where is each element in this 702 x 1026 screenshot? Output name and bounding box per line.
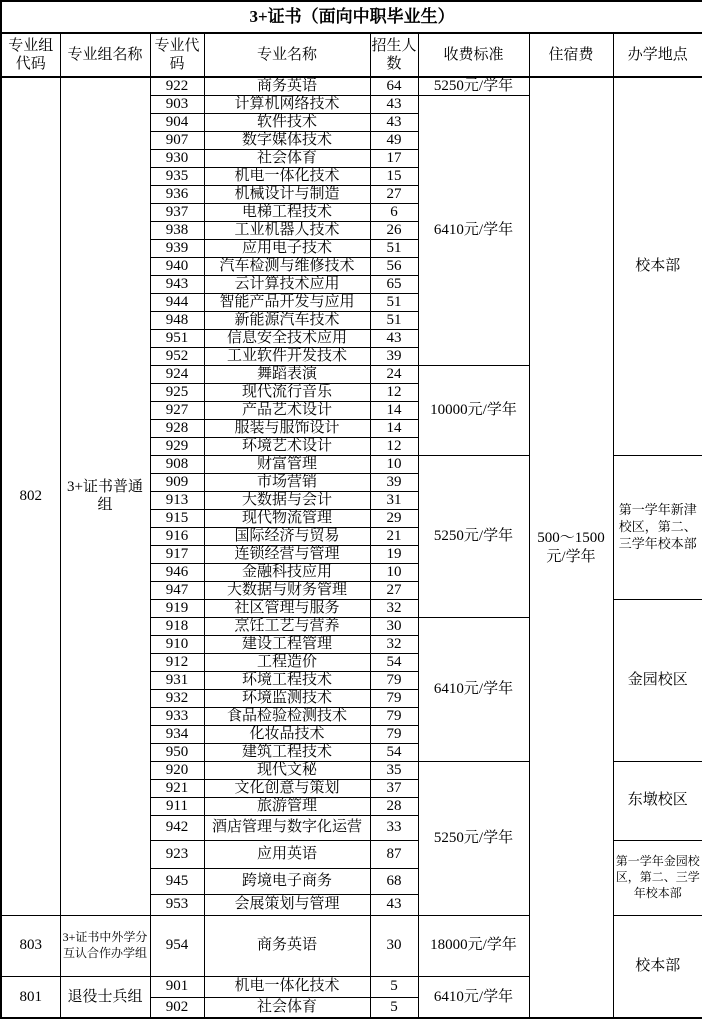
enrollment-count: 27 xyxy=(370,581,418,599)
enrollment-count: 10 xyxy=(370,563,418,581)
tuition-fee: 18000元/学年 xyxy=(418,915,529,976)
major-code: 932 xyxy=(150,689,204,707)
major-code: 922 xyxy=(150,77,204,95)
major-name: 机械设计与制造 xyxy=(204,185,370,203)
tuition-fee: 6410元/学年 xyxy=(418,95,529,365)
enrollment-count: 12 xyxy=(370,383,418,401)
tuition-fee: 5250元/学年 xyxy=(418,761,529,915)
col-header-major-code: 专业代码 xyxy=(150,33,204,77)
major-name: 机电一体化技术 xyxy=(204,167,370,185)
major-name: 连锁经营与管理 xyxy=(204,545,370,563)
enrollment-count: 39 xyxy=(370,473,418,491)
enrollment-count: 19 xyxy=(370,545,418,563)
major-name: 烹饪工艺与营养 xyxy=(204,617,370,635)
major-name: 大数据与财务管理 xyxy=(204,581,370,599)
enrollment-count: 37 xyxy=(370,779,418,797)
major-name: 工业机器人技术 xyxy=(204,221,370,239)
major-code: 936 xyxy=(150,185,204,203)
enrollment-count: 65 xyxy=(370,275,418,293)
enrollment-count: 26 xyxy=(370,221,418,239)
major-code: 918 xyxy=(150,617,204,635)
enrollment-count: 17 xyxy=(370,149,418,167)
major-code: 951 xyxy=(150,329,204,347)
major-code: 917 xyxy=(150,545,204,563)
major-code: 939 xyxy=(150,239,204,257)
enrollment-count: 33 xyxy=(370,815,418,840)
enrollment-count: 24 xyxy=(370,365,418,383)
col-header-major-name: 专业名称 xyxy=(204,33,370,77)
campus-location: 金园校区 xyxy=(613,599,702,761)
major-code: 913 xyxy=(150,491,204,509)
group-name: 退役士兵组 xyxy=(60,976,150,1018)
major-name: 服装与服饰设计 xyxy=(204,419,370,437)
major-code: 911 xyxy=(150,797,204,815)
major-name: 智能产品开发与应用 xyxy=(204,293,370,311)
enrollment-count: 51 xyxy=(370,239,418,257)
major-name: 机电一体化技术 xyxy=(204,976,370,997)
major-name: 软件技术 xyxy=(204,113,370,131)
enrollment-count: 15 xyxy=(370,167,418,185)
major-name: 云计算技术应用 xyxy=(204,275,370,293)
major-code: 953 xyxy=(150,894,204,915)
major-code: 937 xyxy=(150,203,204,221)
major-name: 应用电子技术 xyxy=(204,239,370,257)
col-header-accommodation: 住宿费 xyxy=(529,33,613,77)
major-code: 925 xyxy=(150,383,204,401)
group-name: 3+证书中外学分互认合作办学组 xyxy=(60,915,150,976)
enrollment-count: 43 xyxy=(370,329,418,347)
major-name: 跨境电子商务 xyxy=(204,868,370,894)
enrollment-count: 54 xyxy=(370,653,418,671)
major-name: 工程造价 xyxy=(204,653,370,671)
enrollment-count: 28 xyxy=(370,797,418,815)
major-name: 环境艺术设计 xyxy=(204,437,370,455)
major-name: 数字媒体技术 xyxy=(204,131,370,149)
major-name: 酒店管理与数字化运营 xyxy=(204,815,370,840)
col-header-campus: 办学地点 xyxy=(613,33,702,77)
enrollment-count: 27 xyxy=(370,185,418,203)
enrollment-count: 14 xyxy=(370,419,418,437)
col-header-group-code: 专业组代码 xyxy=(1,33,60,77)
enrollment-count: 31 xyxy=(370,491,418,509)
major-name: 食品检验检测技术 xyxy=(204,707,370,725)
major-name: 社会体育 xyxy=(204,997,370,1018)
enrollment-count: 56 xyxy=(370,257,418,275)
major-code: 929 xyxy=(150,437,204,455)
major-code: 915 xyxy=(150,509,204,527)
enrollment-count: 32 xyxy=(370,635,418,653)
tuition-fee: 5250元/学年 xyxy=(418,455,529,617)
major-code: 952 xyxy=(150,347,204,365)
major-code: 942 xyxy=(150,815,204,840)
major-code: 916 xyxy=(150,527,204,545)
major-code: 938 xyxy=(150,221,204,239)
page-title: 3+证书（面向中职毕业生） xyxy=(1,1,702,33)
col-header-group-name: 专业组名称 xyxy=(60,33,150,77)
enrollment-count: 30 xyxy=(370,617,418,635)
major-name: 国际经济与贸易 xyxy=(204,527,370,545)
major-name: 现代流行音乐 xyxy=(204,383,370,401)
accommodation-fee: 500～1500元/学年 xyxy=(529,77,613,1018)
group-name: 3+证书普通组 xyxy=(60,77,150,915)
major-code: 902 xyxy=(150,997,204,1018)
enrollment-count: 79 xyxy=(370,689,418,707)
campus-location: 第一学年新津校区，第二、三学年校本部 xyxy=(613,455,702,599)
enrollment-count: 68 xyxy=(370,868,418,894)
major-name: 旅游管理 xyxy=(204,797,370,815)
enrollment-count: 51 xyxy=(370,293,418,311)
major-code: 945 xyxy=(150,868,204,894)
enrollment-count: 51 xyxy=(370,311,418,329)
major-name: 工业软件开发技术 xyxy=(204,347,370,365)
enrollment-count: 35 xyxy=(370,761,418,779)
major-code: 935 xyxy=(150,167,204,185)
major-name: 大数据与会计 xyxy=(204,491,370,509)
enrollment-count: 87 xyxy=(370,840,418,868)
major-name: 社区管理与服务 xyxy=(204,599,370,617)
enrollment-count: 5 xyxy=(370,997,418,1018)
major-name: 应用英语 xyxy=(204,840,370,868)
campus-location: 第一学年金园校区，第二、三学年校本部 xyxy=(613,840,702,915)
enrollment-count: 43 xyxy=(370,113,418,131)
major-code: 943 xyxy=(150,275,204,293)
major-code: 903 xyxy=(150,95,204,113)
enrollment-count: 54 xyxy=(370,743,418,761)
major-code: 924 xyxy=(150,365,204,383)
major-code: 948 xyxy=(150,311,204,329)
major-name: 信息安全技术应用 xyxy=(204,329,370,347)
table-body xyxy=(1,77,702,1018)
major-name: 环境监测技术 xyxy=(204,689,370,707)
major-code: 944 xyxy=(150,293,204,311)
major-name: 商务英语 xyxy=(204,915,370,976)
major-code: 933 xyxy=(150,707,204,725)
major-name: 电梯工程技术 xyxy=(204,203,370,221)
enrollment-count: 43 xyxy=(370,894,418,915)
major-code: 940 xyxy=(150,257,204,275)
major-name: 会展策划与管理 xyxy=(204,894,370,915)
col-header-tuition: 收费标准 xyxy=(418,33,529,77)
major-code: 921 xyxy=(150,779,204,797)
major-code: 927 xyxy=(150,401,204,419)
campus-location: 校本部 xyxy=(613,915,702,1018)
major-name: 环境工程技术 xyxy=(204,671,370,689)
major-code: 947 xyxy=(150,581,204,599)
enrollment-count: 49 xyxy=(370,131,418,149)
major-name: 产品艺术设计 xyxy=(204,401,370,419)
major-name: 市场营销 xyxy=(204,473,370,491)
enrollment-count: 21 xyxy=(370,527,418,545)
major-code: 928 xyxy=(150,419,204,437)
enrollment-count: 6 xyxy=(370,203,418,221)
tuition-fee: 6410元/学年 xyxy=(418,976,529,1018)
major-name: 现代文秘 xyxy=(204,761,370,779)
major-name: 现代物流管理 xyxy=(204,509,370,527)
major-code: 909 xyxy=(150,473,204,491)
major-code: 907 xyxy=(150,131,204,149)
major-name: 文化创意与策划 xyxy=(204,779,370,797)
major-name: 商务英语 xyxy=(204,77,370,95)
table-row xyxy=(1,77,702,95)
major-code: 901 xyxy=(150,976,204,997)
major-code: 946 xyxy=(150,563,204,581)
major-code: 930 xyxy=(150,149,204,167)
major-code: 912 xyxy=(150,653,204,671)
enrollment-count: 14 xyxy=(370,401,418,419)
enrollment-count: 79 xyxy=(370,671,418,689)
tuition-fee: 6410元/学年 xyxy=(418,617,529,761)
major-name: 建设工程管理 xyxy=(204,635,370,653)
major-code: 931 xyxy=(150,671,204,689)
major-name: 新能源汽车技术 xyxy=(204,311,370,329)
major-name: 汽车检测与维修技术 xyxy=(204,257,370,275)
enrollment-count: 64 xyxy=(370,77,418,95)
campus-location: 东墩校区 xyxy=(613,761,702,840)
major-code: 910 xyxy=(150,635,204,653)
enrollment-count: 43 xyxy=(370,95,418,113)
tuition-fee: 10000元/学年 xyxy=(418,365,529,455)
major-name: 计算机网络技术 xyxy=(204,95,370,113)
header-row xyxy=(1,33,702,77)
group-code: 802 xyxy=(1,77,60,915)
major-name: 金融科技应用 xyxy=(204,563,370,581)
major-code: 934 xyxy=(150,725,204,743)
group-code: 801 xyxy=(1,976,60,1018)
enrollment-count: 30 xyxy=(370,915,418,976)
campus-location: 校本部 xyxy=(613,77,702,455)
major-name: 社会体育 xyxy=(204,149,370,167)
major-code: 919 xyxy=(150,599,204,617)
group-code: 803 xyxy=(1,915,60,976)
major-code: 950 xyxy=(150,743,204,761)
enrollment-count: 5 xyxy=(370,976,418,997)
tuition-fee: 5250元/学年 xyxy=(418,77,529,95)
major-code: 904 xyxy=(150,113,204,131)
major-name: 建筑工程技术 xyxy=(204,743,370,761)
col-header-enrollment: 招生人数 xyxy=(370,33,418,77)
enrollment-count: 29 xyxy=(370,509,418,527)
major-name: 舞蹈表演 xyxy=(204,365,370,383)
major-code: 920 xyxy=(150,761,204,779)
major-code: 923 xyxy=(150,840,204,868)
enrollment-count: 12 xyxy=(370,437,418,455)
major-code: 954 xyxy=(150,915,204,976)
enrollment-count: 32 xyxy=(370,599,418,617)
major-name: 财富管理 xyxy=(204,455,370,473)
enrollment-count: 10 xyxy=(370,455,418,473)
enrollment-count: 79 xyxy=(370,707,418,725)
major-name: 化妆品技术 xyxy=(204,725,370,743)
enrollment-count: 79 xyxy=(370,725,418,743)
major-code: 908 xyxy=(150,455,204,473)
enrollment-count: 39 xyxy=(370,347,418,365)
